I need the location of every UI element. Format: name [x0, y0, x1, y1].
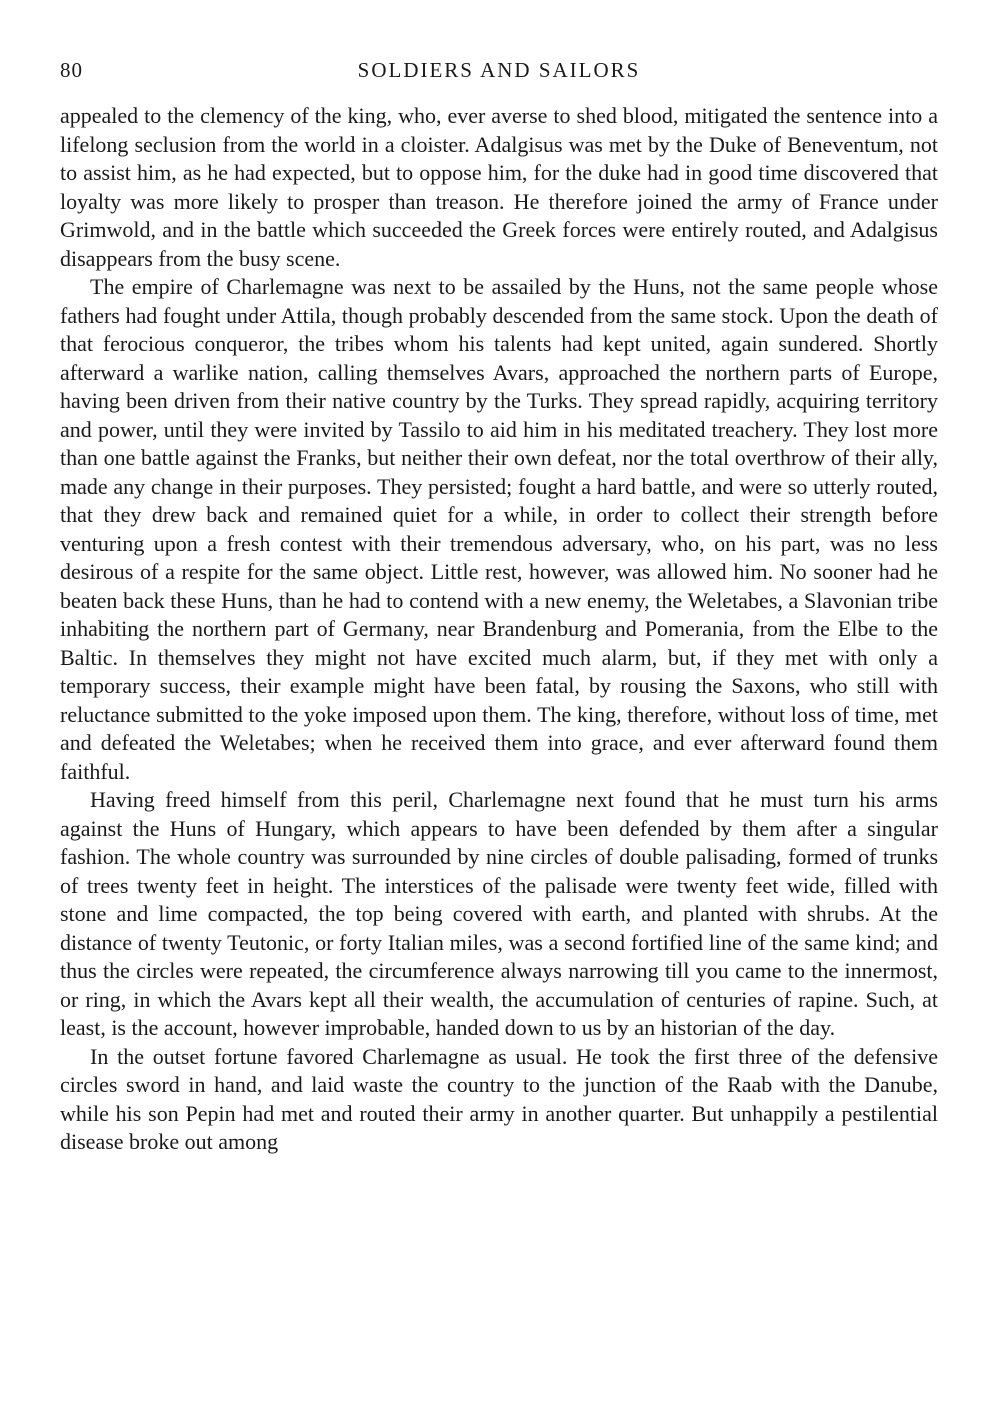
- paragraph-continued: appealed to the clemency of the king, who, ever averse to shed blood, mitigated the sentence into a lifelong seclusion from the world in a cloister. Adalgisus was met by the Duke of Beneventum, not to assist him, as he had expected, but to oppose him, for the duke had in good time discovered that loyalty was more likely to prosper than treason. He therefore joined the army of France under Grimwold, and in the battle which succeeded the Greek forces were entirely routed, and Adalgisus disappears from the busy scene.: [60, 103, 938, 271]
- paragraph-hungary-circles: Having freed himself from this peril, Charlemagne next found that he must turn his arms against the Huns of Hungary, which appears to have been defended by them after a singular fashion. The whole country was surrounded by nine circles of double palisading, formed of trunks of trees twenty feet in height. The interstices of the palisade were twenty feet wide, filled with stone and lime compacted, the top being covered with earth, and planted with shrubs. At the distance of twenty Teutonic, or forty Italian miles, was a second fortified line of the same kind; and thus the circles were repeated, the circumference always narrowing till you came to the innermost, or ring, in which the Avars kept all their wealth, the accumulation of centuries of rapine. Such, at least, is the account, however improbable, handed down to us by an historian of the day.: [60, 787, 938, 1040]
- page-header: [60, 58, 938, 90]
- paragraph-outset: In the outset fortune favored Charlemagne as usual. He took the first three of the defensive circles sword in hand, and laid waste the country to the junction of the Raab with the Danube, while his son Pepin had met and routed their army in another quarter. But unhappily a pestilential disease broke out among: [60, 1043, 938, 1154]
- book-page: [60, 58, 938, 1157]
- paragraph-huns-avars: The empire of Charlemagne was next to be assailed by the Huns, not the same people whose fathers had fought under Attila, though probably descended from the same stock. Upon the death of that ferocious conqueror, the tribes whom his talents had kept united, again sundered. Shortly afterward a warlike nation, calling themselves Avars, approached the northern parts of Europe, having been driven from their native country by the Turks. They spread rapidly, acquiring territory and power, until they were invited by Tassilo to aid him in his meditated treachery. They lost more than one battle against the Franks, but neither their own defeat, nor the total overthrow of their ally, made any change in their purposes. They persisted; fought a hard battle, and were so utterly routed, that they drew back and remained quiet for a while, in order to collect their strength before venturing upon a fresh contest with their tremendous adversary, who, on his part, was no less desirous of a respite for the same object. Little rest, however, was allowed him. No sooner had he beaten back these Huns, than he had to contend with a new enemy, the Weletabes, a Slavonian tribe inhabiting the northern part of Germany, near Brandenburg and Pomerania, from the Elbe to the Baltic. In themselves they might not have excited much alarm, but, if they met with only a temporary success, their example might have been fatal, by rousing the Saxons, who still with reluctance submitted to the yoke imposed upon them. The king, therefore, without loss of time, met and defeated the Weletabes; when he received them into grace, and ever afterward found them faithful.: [60, 274, 938, 784]
- running-head: SOLDIERS AND SAILORS: [357, 58, 641, 82]
- body-text: [60, 102, 938, 1157]
- page-number: 80: [60, 58, 83, 82]
